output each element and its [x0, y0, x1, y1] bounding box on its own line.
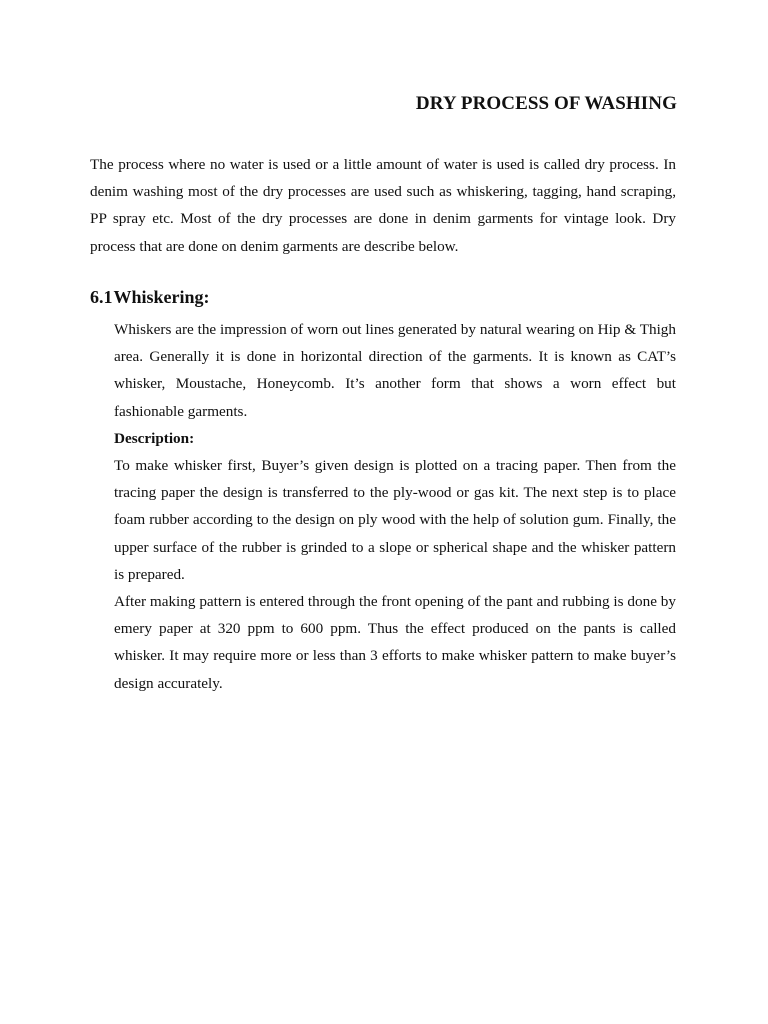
description-subheading: Description:	[114, 429, 195, 447]
page-title: DRY PROCESS OF WASHING	[415, 93, 677, 114]
process-paragraph: After making pattern is entered through the front opening of the pant and rubbing is done by emery paper at 320 ppm to 600 ppm. Thus the effect produced on the pants is called whisker. It may require more or less than 3 efforts to make whisker pattern to make buyer’s design accurately.	[114, 593, 676, 692]
section-heading	[90, 287, 210, 308]
intro-paragraph: The process where no water is used or a little amount of water is used is called dry process. In denim washing most of the dry processes are used such as whiskering, tagging, hand scraping, PP spray etc. Most of the dry processes are done in denim garments for vintage look. Dry process that are done on denim garments are describe below.	[90, 156, 676, 255]
section-title: Whiskering:	[113, 287, 210, 307]
section-number: 6.1	[90, 287, 113, 307]
whiskers-definition-paragraph: Whiskers are the impression of worn out lines generated by natural wearing on Hip & Thigh area. Generally it is done in horizontal direction of the garments. It is known as CAT’s whisker, Moustache, Honeycomb. It’s another form that shows a worn effect but fashionable garments.	[114, 321, 676, 420]
section-body	[114, 316, 676, 697]
description-paragraph: To make whisker first, Buyer’s given design is plotted on a tracing paper. Then from the tracing paper the design is transferred to the ply-wood or gas kit. The next step is to place foam rubber according to the design on ply wood with the help of solution gum. Finally, the upper surface of the rubber is grinded to a slope or spherical shape and the whisker pattern is prepared.	[114, 457, 676, 583]
